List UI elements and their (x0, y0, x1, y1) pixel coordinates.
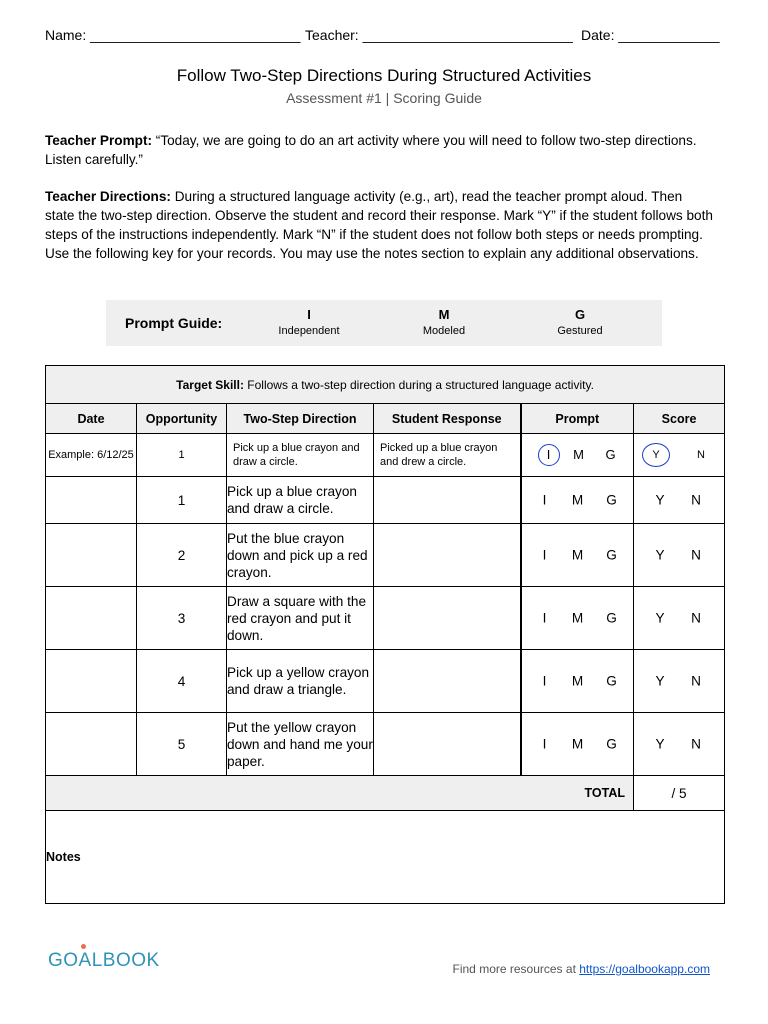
example-score (634, 434, 725, 477)
score-option-n: N (697, 449, 705, 461)
example-prompt (521, 434, 634, 477)
score-option-y-circled: Y (642, 443, 670, 467)
direction-cell: Draw a square with the red crayon and put it down. (227, 587, 374, 650)
target-skill-row (46, 366, 725, 404)
example-row (46, 434, 725, 477)
table-row (46, 713, 725, 776)
prompt-option-m[interactable]: M (571, 736, 584, 752)
prompt-option-i[interactable]: I (542, 736, 547, 752)
prompt-guide-letter: I (307, 307, 311, 322)
prompt-guide-item-modeled (384, 307, 504, 339)
direction-cell: Pick up a blue crayon and draw a circle. (227, 477, 374, 524)
prompt-option-m[interactable]: M (571, 547, 584, 563)
table-row (46, 524, 725, 587)
prompt-option-i[interactable]: I (542, 673, 547, 689)
total-label: TOTAL (46, 776, 634, 811)
prompt-option-g[interactable]: G (606, 610, 617, 626)
prompt-guide-word: Independent (278, 325, 340, 337)
target-skill-label: Target Skill: (176, 377, 244, 392)
logo-text: GOALBOOK (48, 950, 160, 971)
total-value[interactable]: / 5 (634, 776, 725, 811)
opportunity-cell: 2 (137, 524, 227, 587)
score-cell (634, 650, 725, 713)
date-cell[interactable] (46, 713, 137, 776)
col-header-prompt: Prompt (521, 404, 634, 434)
prompt-cell (521, 524, 634, 587)
prompt-option-m: M (573, 447, 584, 462)
prompt-guide-item-independent (249, 307, 369, 339)
teacher-directions-label: Teacher Directions: (45, 189, 171, 204)
goalbook-logo (48, 950, 160, 972)
teacher-directions-text: During a structured language activity (e.g., art), read the teacher prompt aloud. Then state the two-step direction. Observe the student and record their response. Mark “Y” if the student follows both steps of the instructions independently. Mark “N” if the student does not follow both steps or needs prompting. Use the following key for your records. You may use the notes section to explain any additional observations. (45, 189, 713, 261)
col-header-score: Score (634, 404, 725, 434)
prompt-cell (521, 650, 634, 713)
prompt-guide (106, 300, 662, 346)
score-option-y[interactable]: Y (655, 736, 665, 752)
date-cell[interactable] (46, 524, 137, 587)
score-option-n[interactable]: N (691, 547, 701, 563)
prompt-guide-word: Gestured (557, 325, 603, 337)
prompt-guide-letter: M (438, 307, 450, 322)
notes-label: Notes (46, 850, 81, 864)
response-cell[interactable] (374, 524, 521, 587)
date-cell[interactable] (46, 477, 137, 524)
opportunity-cell: 3 (137, 587, 227, 650)
prompt-option-m[interactable]: M (571, 492, 584, 508)
prompt-option-g[interactable]: G (606, 492, 617, 508)
response-cell[interactable] (374, 477, 521, 524)
prompt-guide-word: Modeled (422, 325, 466, 337)
prompt-option-g: G (605, 447, 616, 462)
example-date: Example: 6/12/25 (46, 434, 137, 477)
score-cell (634, 477, 725, 524)
prompt-option-g[interactable]: G (606, 736, 617, 752)
score-option-n[interactable]: N (691, 492, 701, 508)
prompt-option-m[interactable]: M (571, 610, 584, 626)
prompt-guide-item-gestured (520, 307, 640, 339)
score-option-y[interactable]: Y (655, 492, 665, 508)
teacher-prompt-label: Teacher Prompt: (45, 133, 153, 148)
prompt-option-m[interactable]: M (571, 673, 584, 689)
prompt-option-i[interactable]: I (542, 610, 547, 626)
header-row (46, 404, 725, 434)
footer-link[interactable]: https://goalbookapp.com (579, 962, 710, 976)
response-cell[interactable] (374, 587, 521, 650)
prompt-option-g[interactable]: G (606, 673, 617, 689)
teacher-prompt-text: “Today, we are going to do an art activity where you will need to follow two-step directions. Listen carefully.” (45, 133, 697, 167)
col-header-direction: Two-Step Direction (227, 404, 374, 434)
opportunity-cell: 1 (137, 477, 227, 524)
prompt-cell (521, 587, 634, 650)
prompt-cell (521, 477, 634, 524)
total-row (46, 776, 725, 811)
col-header-date: Date (46, 404, 137, 434)
teacher-field[interactable]: Teacher: ___________________________ (305, 27, 573, 43)
score-cell (634, 587, 725, 650)
date-cell[interactable] (46, 587, 137, 650)
score-option-y[interactable]: Y (655, 547, 665, 563)
example-opportunity: 1 (137, 434, 227, 477)
date-cell[interactable] (46, 650, 137, 713)
col-header-response: Student Response (374, 404, 521, 434)
opportunity-cell: 4 (137, 650, 227, 713)
score-option-y[interactable]: Y (655, 673, 665, 689)
table-row (46, 587, 725, 650)
prompt-option-i-circled: I (538, 444, 560, 466)
opportunity-cell: 5 (137, 713, 227, 776)
prompt-option-i[interactable]: I (542, 547, 547, 563)
direction-cell: Put the blue crayon down and pick up a red crayon. (227, 524, 374, 587)
prompt-option-g[interactable]: G (606, 547, 617, 563)
score-option-n[interactable]: N (691, 610, 701, 626)
col-header-opportunity: Opportunity (137, 404, 227, 434)
footer-text: Find more resources at (452, 962, 580, 976)
teacher-prompt (45, 131, 715, 169)
page-title: Follow Two-Step Directions During Structured Activities (176, 66, 592, 85)
response-cell[interactable] (374, 650, 521, 713)
example-direction: Pick up a blue crayon and draw a circle. (227, 434, 374, 477)
direction-cell: Pick up a yellow crayon and draw a triangle. (227, 650, 374, 713)
name-field[interactable]: Name: ___________________________ (45, 27, 301, 43)
footer (453, 962, 710, 976)
notes-area[interactable] (46, 811, 725, 904)
prompt-cell (521, 713, 634, 776)
score-option-n[interactable]: N (691, 736, 701, 752)
direction-cell: Put the yellow crayon down and hand me your paper. (227, 713, 374, 776)
prompt-guide-label: Prompt Guide: (125, 315, 223, 331)
table-row (46, 650, 725, 713)
score-option-n[interactable]: N (691, 673, 701, 689)
date-field[interactable]: Date: _____________ (581, 27, 720, 43)
notes-row (46, 811, 725, 904)
prompt-option-i[interactable]: I (542, 492, 547, 508)
scoring-table (45, 365, 725, 904)
score-option-y[interactable]: Y (655, 610, 665, 626)
table-row (46, 477, 725, 524)
prompt-guide-letter: G (574, 307, 586, 322)
logo-accent-dot (81, 944, 86, 949)
score-cell (634, 524, 725, 587)
target-skill (46, 366, 725, 404)
teacher-directions (45, 187, 715, 263)
target-skill-text: Follows a two-step direction during a structured language activity. (243, 377, 594, 392)
score-cell (634, 713, 725, 776)
example-response: Picked up a blue crayon and drew a circle. (374, 434, 521, 477)
page-subtitle: Assessment #1 | Scoring Guide (286, 90, 482, 106)
response-cell[interactable] (374, 713, 521, 776)
